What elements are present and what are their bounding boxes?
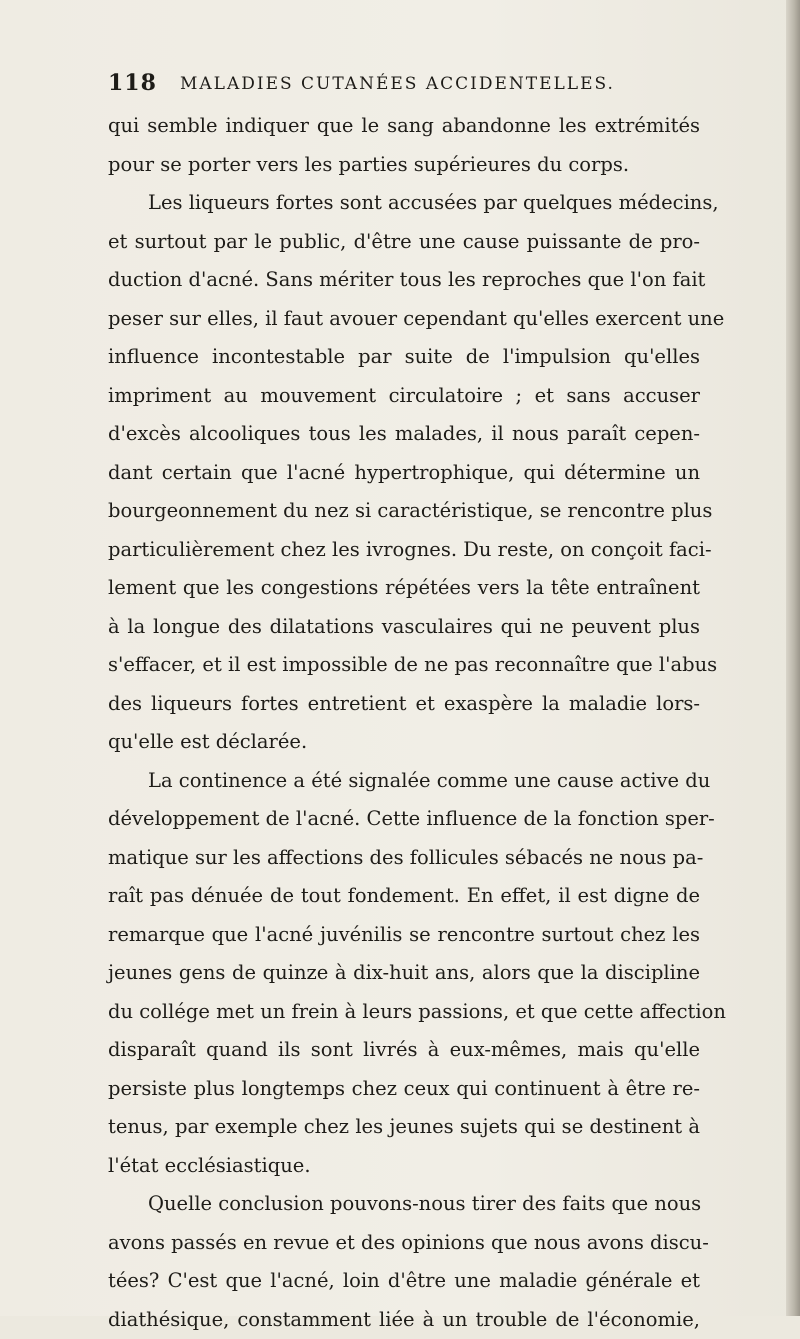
text-line: avons passés en revue et des opinions que nous avons discu- [108,1224,700,1263]
text-line: des liqueurs fortes entretient et exaspère la maladie lors- [108,685,700,724]
text-line: qu'elle est déclarée. [108,723,700,762]
text-line: disparaît quand ils sont livrés à eux-mêmes, mais qu'elle [108,1031,700,1070]
text-line: du collége met un frein à leurs passions, et que cette affection [108,993,700,1032]
text-line: dant certain que l'acné hypertrophique, qui détermine un [108,454,700,493]
running-title: MALADIES CUTANÉES ACCIDENTELLES. [180,74,615,94]
text-line: impriment au mouvement circulatoire ; et sans accuser [108,377,700,416]
text-line: à la longue des dilatations vasculaires qui ne peuvent plus [108,608,700,647]
text-line: l'état ecclésiastique. [108,1147,700,1186]
text-line: diathésique, constamment liée à un trouble de l'économie, [108,1301,700,1339]
text-line: lement que les congestions répétées vers la tête entraînent [108,569,700,608]
text-line: pour se porter vers les parties supérieures du corps. [108,146,700,185]
text-line: remarque que l'acné juvénilis se rencontre surtout chez les [108,916,700,955]
text-line: bourgeonnement du nez si caractéristique, se rencontre plus [108,492,700,531]
text-line: duction d'acné. Sans mériter tous les reproches que l'on fait [108,261,700,300]
text-line: tenus, par exemple chez les jeunes sujets qui se destinent à [108,1108,700,1147]
text-line: matique sur les affections des follicules sébacés ne nous pa- [108,839,700,878]
text-line: particulièrement chez les ivrognes. Du reste, on conçoit faci- [108,531,700,570]
text-line: et surtout par le public, d'être une cause puissante de pro- [108,223,700,262]
text-line: La continence a été signalée comme une cause active du [108,762,700,801]
body-text [108,107,700,1339]
text-line: persiste plus longtemps chez ceux qui continuent à être re- [108,1070,700,1109]
text-line: influence incontestable par suite de l'impulsion qu'elles [108,338,700,377]
text-line: jeunes gens de quinze à dix-huit ans, alors que la discipline [108,954,700,993]
text-line: s'effacer, et il est impossible de ne pas reconnaître que l'abus [108,646,700,685]
page-number: 118 [108,70,157,96]
text-line: d'excès alcooliques tous les malades, il nous paraît cepen- [108,415,700,454]
page-header [108,70,708,102]
text-line: développement de l'acné. Cette influence de la fonction sper- [108,800,700,839]
text-line: tées? C'est que l'acné, loin d'être une maladie générale et [108,1262,700,1301]
text-line: Quelle conclusion pouvons-nous tirer des faits que nous [108,1185,700,1224]
text-line: Les liqueurs fortes sont accusées par quelques médecins, [108,184,700,223]
page-edge-shadow [786,0,800,1316]
text-line: qui semble indiquer que le sang abandonne les extrémités [108,107,700,146]
text-line: peser sur elles, il faut avouer cependant qu'elles exercent une [108,300,700,339]
text-line: raît pas dénuée de tout fondement. En effet, il est digne de [108,877,700,916]
